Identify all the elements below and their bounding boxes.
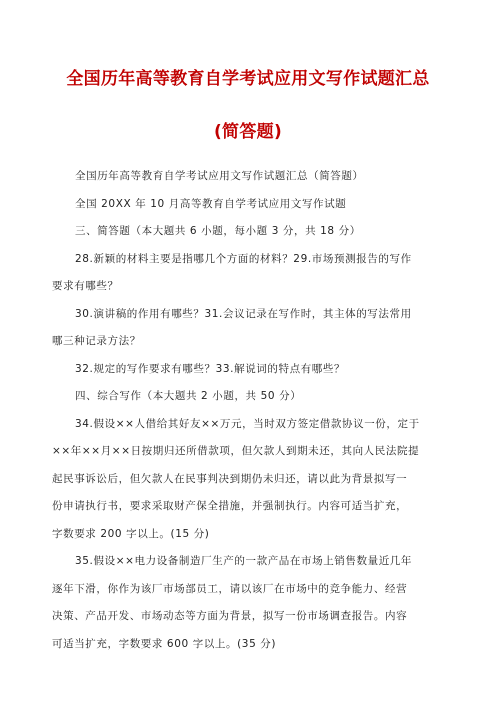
question-29-continued: 要求有哪些？ xyxy=(52,280,119,292)
document-subtitle: (简答题) xyxy=(213,122,283,142)
question-28-29: 28.新颖的材料主要是指哪几个方面的材料？29.市场预测报告的写作 xyxy=(75,252,412,265)
question-34: 34.假设××人借给其好友××万元，当时双方签定借款协议一份，定于 xyxy=(75,417,420,430)
question-35-continued: 可适当扩充，字数要求 600 字以上。(35 分) xyxy=(52,637,277,650)
question-31-continued: 哪三种记录方法？ xyxy=(52,335,141,347)
section-heading-short-answer: 三、简答题（本大题共 6 小题，每小题 3 分，共 18 分） xyxy=(75,225,361,237)
question-35-continued: 逐年下滑，你作为该厂市场部员工，请以该厂在市场中的竞争能力、经营 xyxy=(52,582,408,595)
question-34-continued: ××年××月××日按期归还所借款项，但欠款人到期未还，其向人民法院提 xyxy=(52,445,420,457)
question-34-continued: 份申请执行书，要求采取财产保全措施，并强制执行。内容可适当扩充， xyxy=(52,500,408,512)
document-title: 全国历年高等教育自学考试应用文写作试题汇总 xyxy=(66,69,430,89)
question-32-33: 32.规定的写作要求有哪些？33.解说词的特点有哪些？ xyxy=(75,362,346,375)
document-body xyxy=(52,163,452,658)
question-34-continued: 起民事诉讼后，但欠款人在民事判决到期仍未归还，请以此为背景拟写一 xyxy=(52,472,408,485)
section-heading-writing: 四、综合写作（本大题共 2 小题，共 50 分） xyxy=(75,390,302,402)
question-35: 35.假设××电力设备制造厂生产的一款产品在市场上销售数量近几年 xyxy=(75,555,412,567)
body-line-exam-name: 全国 20XX 年 10 月高等教育自学考试应用文写作试题 xyxy=(75,197,347,210)
question-34-continued: 字数要求 200 字以上。(15 分) xyxy=(52,527,210,540)
question-30-31: 30.演讲稿的作用有哪些？31.会议记录在写作时，其主体的写法常用 xyxy=(75,307,412,320)
question-35-continued: 决策、产品开发、市场动态等方面为背景，拟写一份市场调查报告。内容 xyxy=(52,610,408,622)
body-line-header: 全国历年高等教育自学考试应用文写作试题汇总（简答题） xyxy=(75,170,364,182)
